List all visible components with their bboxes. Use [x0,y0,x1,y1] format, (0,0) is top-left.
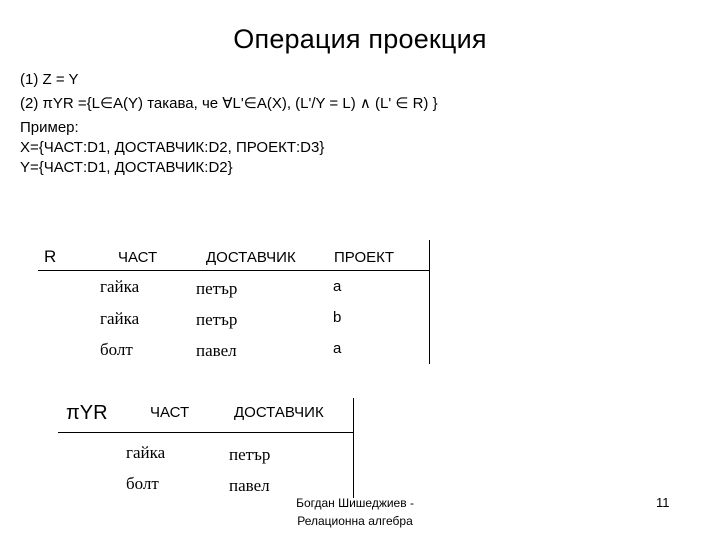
example-label: Пример: [20,119,79,136]
relation-r-header-supplier: ДОСТАВЧИК [206,249,296,266]
table-cell: павел [196,341,237,360]
projection-label: πYR [66,402,108,424]
table-cell: петър [229,445,271,464]
table-cell: b [333,309,342,326]
table-cell: гайка [100,309,140,328]
slide-title: Операция проекция [233,24,487,54]
definition-line-2: (2) πYR ={L∈A(Y) такава, че ∀L'∈A(X), (L'/Y = L) ∧ (L' ∈ R) } [20,95,438,112]
table-cell: павел [229,476,270,495]
relation-r-header-project: ПРОЕКТ [334,249,395,266]
projection-header-rule [122,432,354,433]
table-cell: гайка [126,443,166,462]
projection-header-part: ЧАСТ [150,404,190,421]
table-cell: петър [196,279,238,298]
definition-line-1: (1) Z = Y [20,71,79,88]
relation-r-label-underline [38,270,96,271]
table-cell: a [333,278,342,295]
relation-r-right-border [429,240,430,364]
relation-r-header-rule [96,270,430,271]
projection-label-underline [58,432,122,433]
table-cell: болт [126,474,159,493]
x-schema-line: X={ЧАСТ:D1, ДОСТАВЧИК:D2, ПРОЕКТ:D3} [20,139,325,156]
footer-author-line-2: Релационна алгебра [297,514,413,528]
projection-right-border [353,398,354,498]
relation-r-label: R [44,247,57,266]
y-schema-line: Y={ЧАСТ:D1, ДОСТАВЧИК:D2} [20,159,233,176]
projection-header-supplier: ДОСТАВЧИК [234,404,324,421]
page-number: 11 [656,495,670,510]
footer-author-line-1: Богдан Шишеджиев - [296,496,414,510]
table-cell: болт [100,340,133,359]
table-cell: петър [196,310,238,329]
table-cell: a [333,340,342,357]
footer-author [270,494,440,530]
table-cell: гайка [100,277,140,296]
relation-r-header-part: ЧАСТ [118,249,158,266]
